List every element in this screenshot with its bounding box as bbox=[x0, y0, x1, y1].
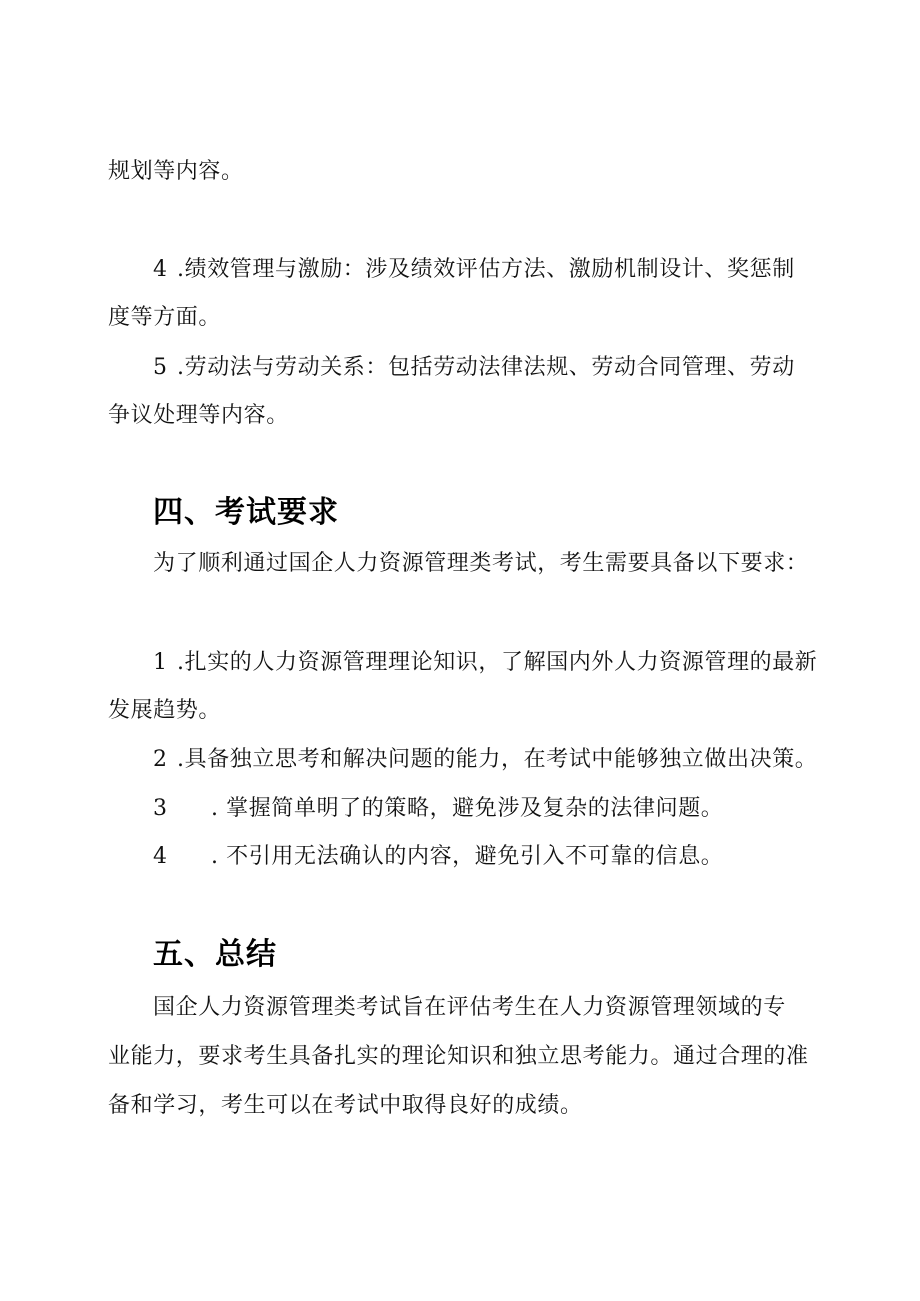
requirement-text: . 掌握简单明了的策略，避免涉及复杂的法律问题。 bbox=[211, 796, 724, 821]
requirement-number: 1 bbox=[153, 650, 168, 675]
section-intro: 为了顺利通过国企人力资源管理类考试，考生需要具备以下要求： bbox=[153, 551, 809, 576]
requirement-item bbox=[153, 794, 723, 824]
requirement-number: 2 bbox=[153, 747, 168, 772]
list-item-text: .劳动法与劳动关系：包括劳动法律法规、劳动合同管理、劳动 bbox=[177, 355, 795, 380]
requirement-item bbox=[153, 842, 723, 872]
list-item-number: 4 bbox=[153, 257, 168, 282]
requirement-text: . 不引用无法确认的内容，避免引入不可靠的信息。 bbox=[211, 844, 724, 869]
summary-line: 国企人力资源管理类考试旨在评估考生在人力资源管理领域的专 bbox=[153, 995, 786, 1020]
list-item-labor-law bbox=[153, 353, 795, 383]
summary-line: 备和学习，考生可以在考试中取得良好的成绩。 bbox=[108, 1093, 583, 1118]
section-heading-exam-requirements: 四、考试要求 bbox=[153, 495, 339, 530]
list-item-continuation: 度等方面。 bbox=[108, 305, 222, 330]
list-item-continuation: 争议处理等内容。 bbox=[108, 403, 289, 428]
list-item-performance bbox=[153, 255, 795, 285]
paragraph-line: 规划等内容。 bbox=[108, 159, 244, 184]
requirement-continuation: 发展趋势。 bbox=[108, 698, 222, 723]
summary-line: 业能力，要求考生具备扎实的理论知识和独立思考能力。通过合理的准 bbox=[108, 1044, 809, 1069]
section-heading-summary: 五、总结 bbox=[153, 937, 277, 972]
list-item-text: .绩效管理与激励：涉及绩效评估方法、激励机制设计、奖惩制 bbox=[177, 257, 795, 282]
requirement-number: 4 bbox=[153, 844, 168, 869]
list-item-number: 5 bbox=[153, 355, 168, 380]
requirement-item bbox=[153, 648, 817, 678]
requirement-text: .扎实的人力资源管理理论知识，了解国内外人力资源管理的最新 bbox=[177, 650, 818, 675]
requirement-number: 3 bbox=[153, 796, 168, 821]
requirement-text: .具备独立思考和解决问题的能力，在考试中能够独立做出决策。 bbox=[177, 747, 818, 772]
requirement-item bbox=[153, 745, 817, 775]
